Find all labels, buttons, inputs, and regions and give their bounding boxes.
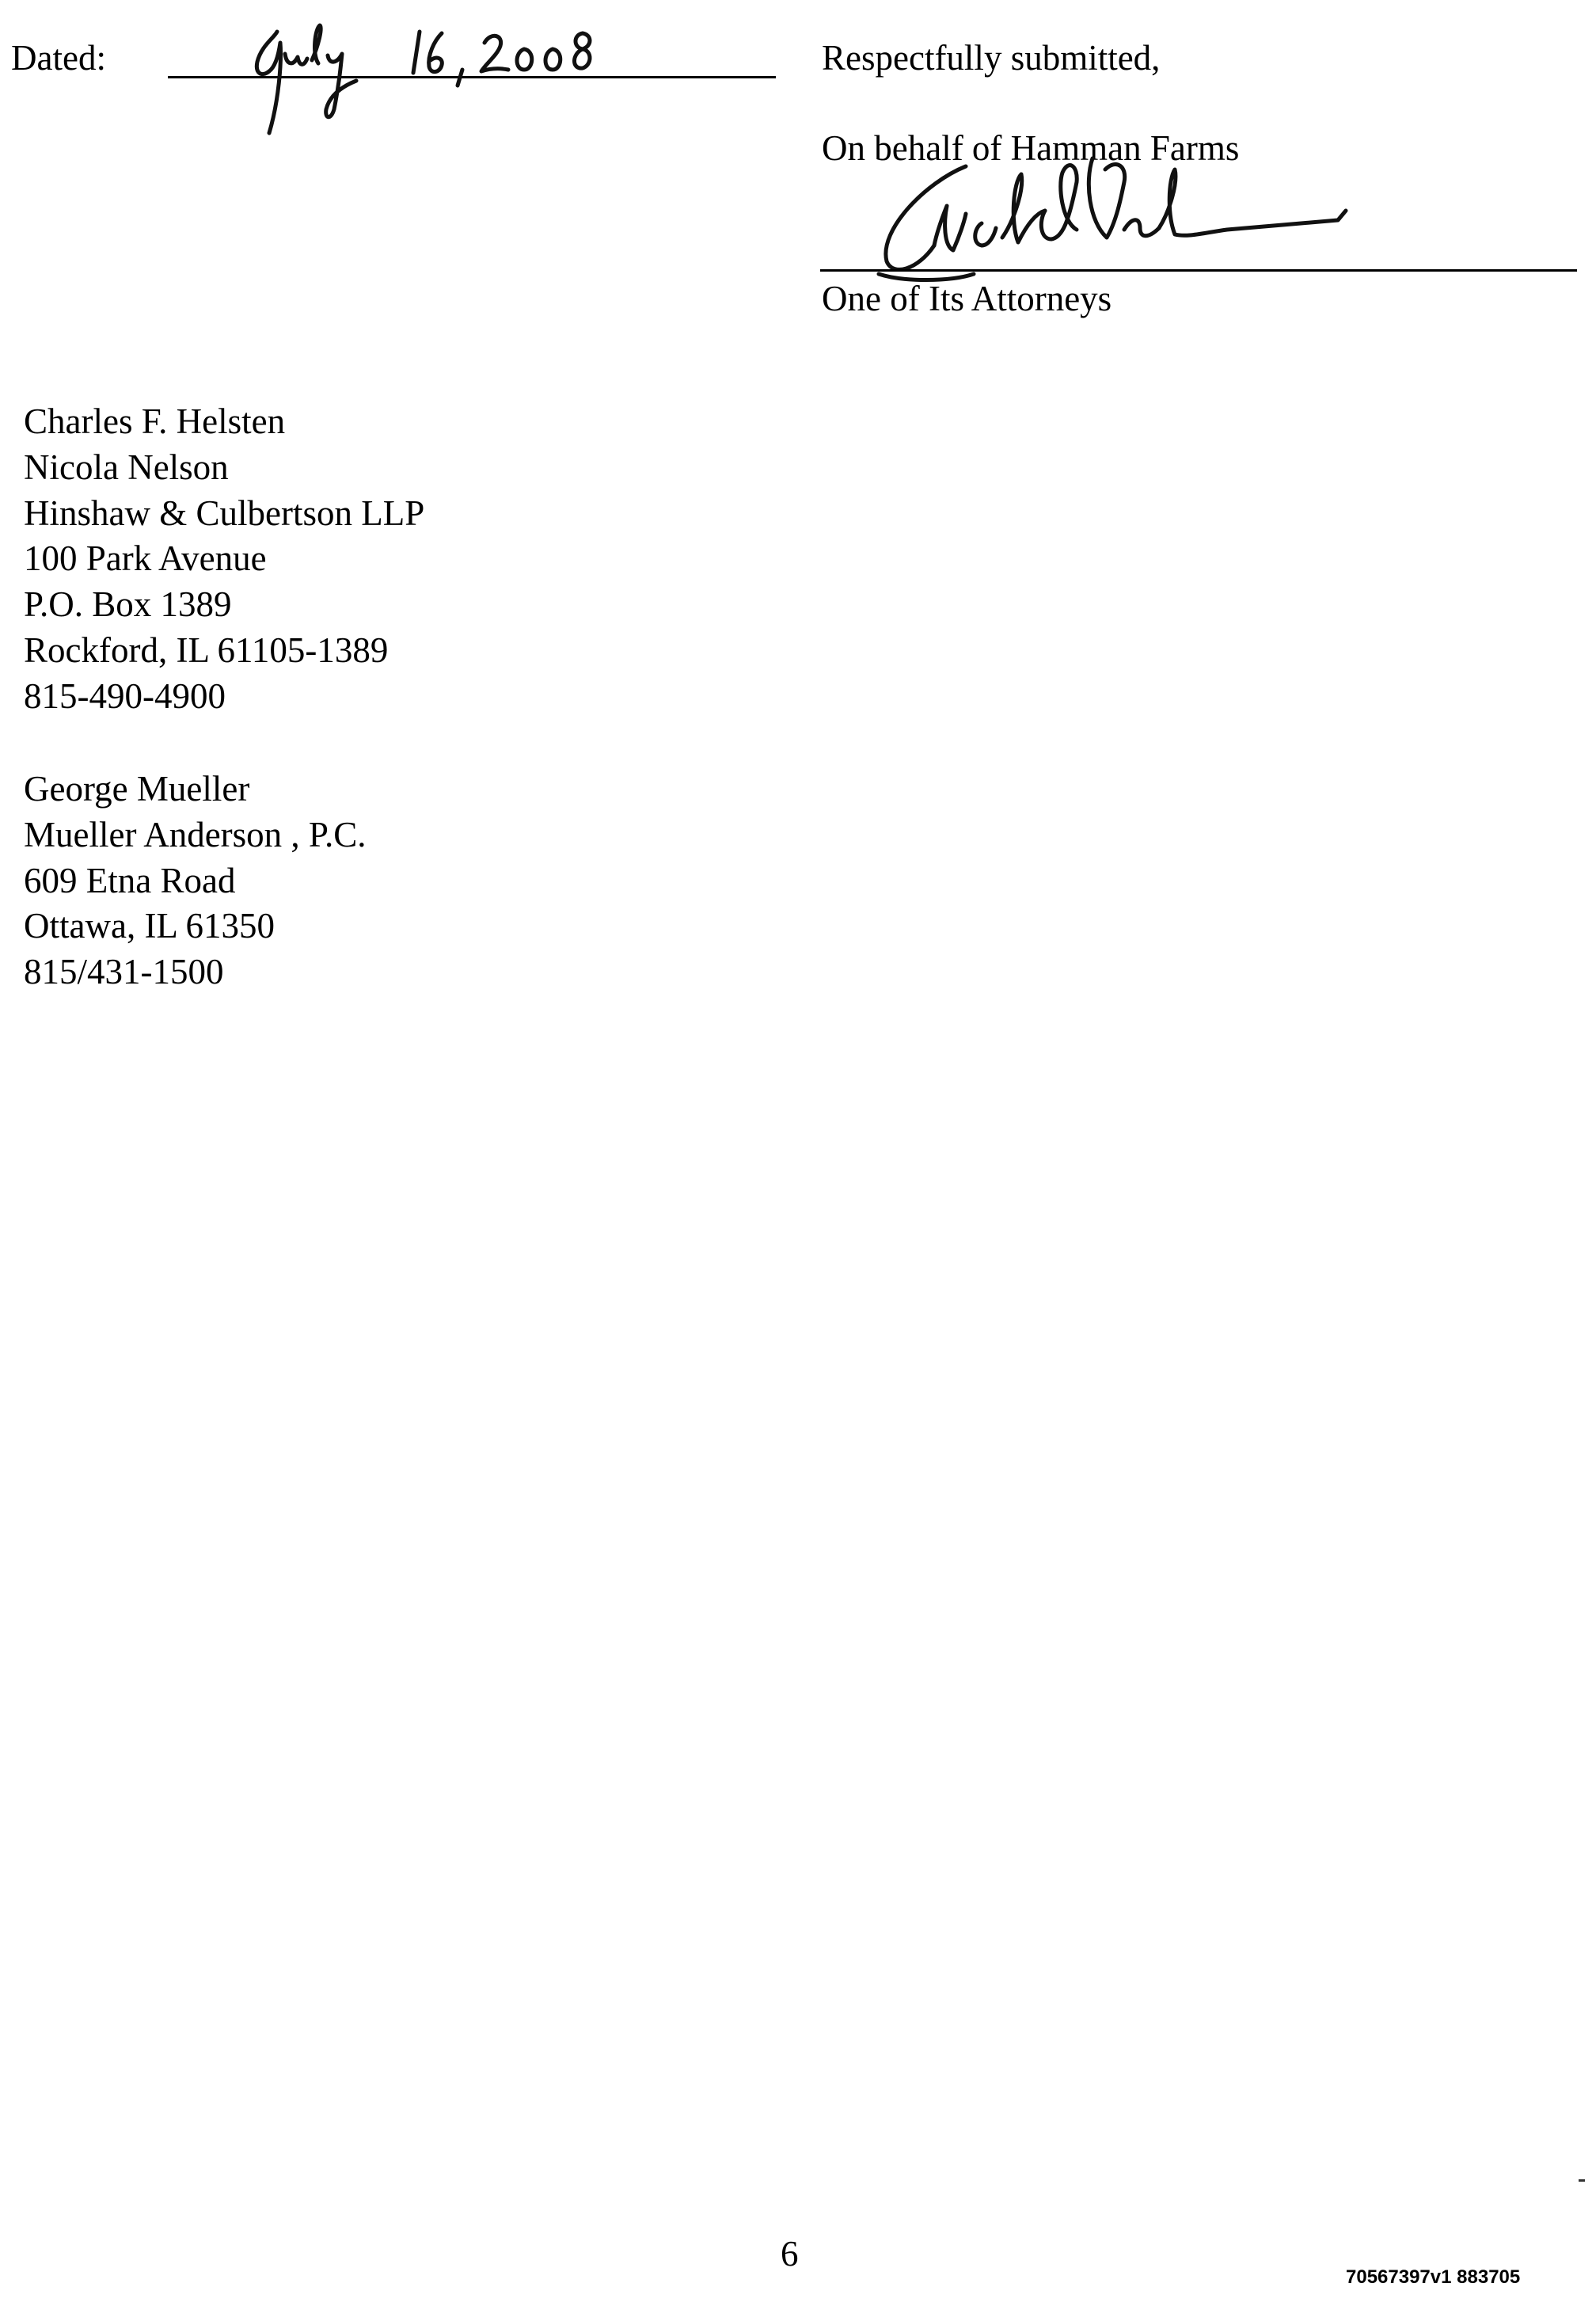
counsel-name: Nicola Nelson — [24, 447, 229, 487]
signature-caption: One of Its Attorneys — [822, 279, 1112, 318]
counsel-street: 100 Park Avenue — [24, 538, 267, 579]
counsel-name: George Mueller — [24, 769, 250, 809]
counsel-block-mueller — [24, 767, 367, 995]
counsel-phone: 815/431-1500 — [24, 952, 224, 992]
counsel-name: Charles F. Helsten — [24, 401, 286, 441]
on-behalf-text: On behalf of Hamman Farms — [822, 128, 1240, 168]
dated-label: Dated: — [11, 38, 106, 78]
counsel-phone: 815-490-4900 — [24, 675, 226, 716]
counsel-firm: Mueller Anderson , P.C. — [24, 814, 367, 854]
counsel-block-helsten — [24, 399, 424, 720]
handwritten-date — [230, 14, 641, 149]
page-number: 6 — [781, 2234, 799, 2274]
counsel-street: 609 Etna Road — [24, 860, 236, 900]
counsel-firm: Hinshaw & Culbertson LLP — [24, 493, 425, 533]
counsel-po-box: P.O. Box 1389 — [24, 584, 232, 625]
stray-mark — [1579, 2179, 1585, 2182]
closing-text: Respectfully submitted, — [822, 38, 1161, 78]
attorney-signature-line — [820, 269, 1577, 272]
counsel-city: Ottawa, IL 61350 — [24, 906, 275, 946]
document-id: 70567397v1 883705 — [1346, 2266, 1521, 2288]
counsel-city: Rockford, IL 61105-1389 — [24, 630, 389, 670]
